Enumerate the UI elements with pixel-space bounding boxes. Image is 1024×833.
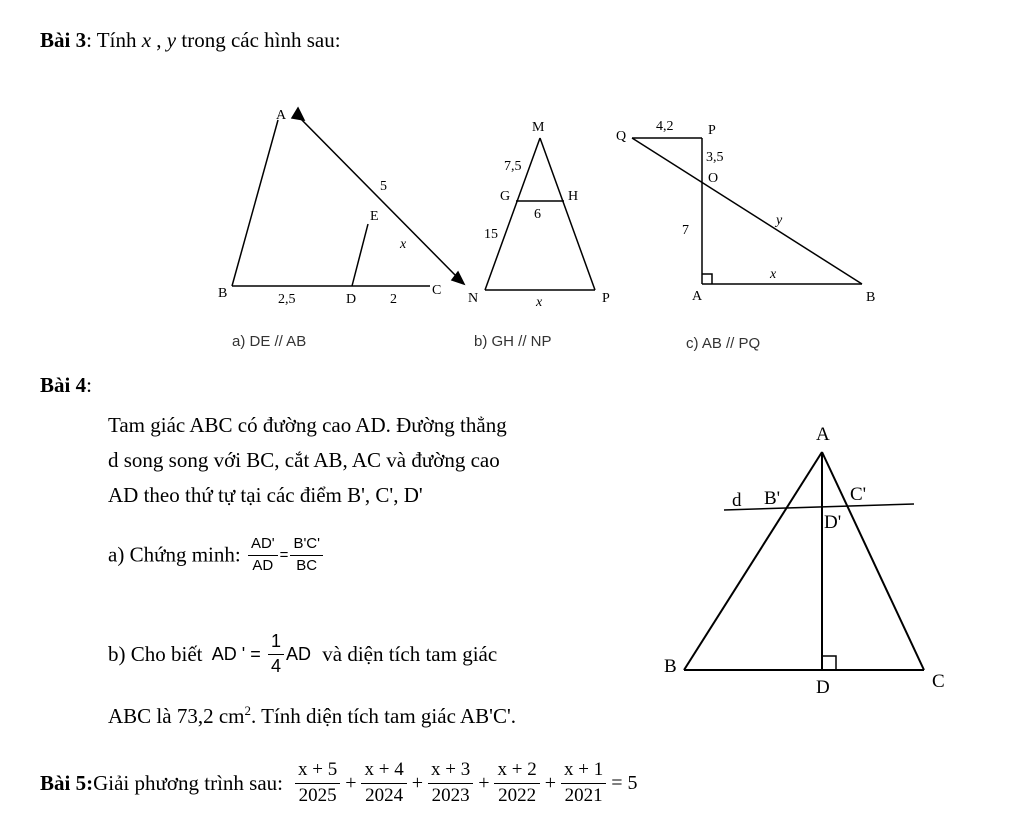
bai4-fig-label-C-prime: C' bbox=[850, 484, 867, 505]
plus-sign: + bbox=[411, 771, 423, 794]
fig-b-label-H: H bbox=[568, 189, 579, 204]
bai3-heading-line bbox=[40, 28, 341, 53]
fraction-numerator: x + 5 bbox=[295, 760, 340, 784]
fig-c-label-B: B bbox=[866, 290, 876, 305]
fig-a-label-C: C bbox=[432, 283, 442, 298]
fig-b-label-7-5: 7,5 bbox=[504, 159, 522, 174]
bai4-fig-label-d: d bbox=[732, 490, 742, 511]
fig-a-label-2-5: 2,5 bbox=[278, 292, 296, 307]
fig-a-label-D: D bbox=[346, 292, 357, 307]
fig-c-right-angle bbox=[702, 274, 712, 284]
fig-c-caption: c) AB // PQ bbox=[686, 335, 761, 352]
bai4-a-equals: = bbox=[279, 546, 289, 564]
fraction-denominator: BC bbox=[296, 556, 318, 574]
fig-b-label-P: P bbox=[602, 291, 610, 306]
bai5-title: Bài 5: bbox=[40, 770, 94, 795]
fraction-denominator: 2025 bbox=[298, 784, 337, 806]
plus-sign: + bbox=[544, 771, 556, 794]
bai3-var-x: x bbox=[141, 28, 152, 52]
bai4-area-sup: 2 bbox=[244, 703, 251, 718]
bai4-side-ac bbox=[822, 452, 924, 670]
fraction-denominator: 2021 bbox=[564, 784, 603, 806]
bai4-fig-label-D: D bbox=[816, 677, 830, 698]
fraction-numerator: 1 bbox=[268, 632, 284, 655]
bai4-figure-labels bbox=[664, 424, 945, 698]
bai5-rhs: = 5 bbox=[611, 771, 638, 794]
fraction-numerator: B'C' bbox=[290, 536, 323, 556]
bai5-fraction-2 bbox=[361, 760, 406, 807]
fraction-numerator: x + 4 bbox=[361, 760, 406, 784]
figure-b-labels bbox=[468, 120, 610, 350]
fraction-denominator: 2023 bbox=[431, 784, 470, 806]
fig-c-side-qb bbox=[632, 138, 862, 284]
fig-a-label-2: 2 bbox=[390, 292, 397, 307]
bai5-fraction-3 bbox=[428, 760, 473, 807]
bai4-b-rhs: AD bbox=[285, 643, 311, 664]
bai4-title: Bài 4 bbox=[40, 373, 87, 397]
fig-a-label-B: B bbox=[218, 286, 228, 301]
bai4-b-fraction bbox=[268, 632, 284, 677]
bai4-b-text: và diện tích tam giác bbox=[322, 641, 498, 666]
fraction-denominator: 2024 bbox=[365, 784, 404, 806]
bai3-text-pre: : Tính bbox=[86, 28, 142, 52]
bai3-text-post: trong các hình sau: bbox=[176, 28, 341, 52]
bai3-var-y: y bbox=[166, 28, 177, 52]
fig-b-side-mp bbox=[540, 138, 595, 290]
bai4-b-label: b) Cho biết bbox=[108, 641, 203, 666]
bai4-part-a bbox=[108, 536, 325, 574]
fig-a-label-E: E bbox=[370, 209, 379, 224]
fig-c-label-y: y bbox=[776, 213, 783, 228]
bai4-side-ab bbox=[684, 452, 822, 670]
bai5-fraction-4 bbox=[494, 760, 539, 807]
bai3-comma: , bbox=[151, 28, 167, 52]
bai4-right-angle bbox=[822, 656, 836, 670]
fig-c-label-A: A bbox=[692, 289, 703, 304]
fig-c-label-7: 7 bbox=[682, 223, 689, 238]
fig-b-label-G: G bbox=[500, 189, 511, 204]
fig-c-label-O: O bbox=[708, 171, 719, 186]
figure-a-labels bbox=[218, 108, 441, 350]
bai4-a-label: a) Chứng minh: bbox=[108, 542, 241, 567]
plus-sign: + bbox=[345, 771, 357, 794]
fig-b-label-N: N bbox=[468, 291, 479, 306]
plus-sign: + bbox=[478, 771, 490, 794]
fig-a-label-x: x bbox=[400, 237, 407, 252]
bai4-area-post: . Tính diện tích tam giác AB'C'. bbox=[251, 704, 516, 728]
fig-b-label-M: M bbox=[532, 120, 545, 135]
fraction-denominator: 2022 bbox=[498, 784, 537, 806]
fig-b-label-6: 6 bbox=[534, 207, 541, 222]
bai4-line-2: d song song với BC, cắt AB, AC và đường cao bbox=[108, 448, 500, 472]
fig-c-label-3-5: 3,5 bbox=[706, 150, 724, 165]
fig-a-segment-de bbox=[352, 224, 368, 286]
bai4-line-1: Tam giác ABC có đường cao AD. Đường thẳng bbox=[108, 413, 507, 437]
figure-c bbox=[632, 138, 862, 284]
fig-b-label-15: 15 bbox=[484, 227, 498, 242]
fraction-numerator: x + 1 bbox=[561, 760, 606, 784]
bai4-area-pre: ABC là 73,2 cm bbox=[108, 704, 245, 728]
bai5-text: Giải phương trình sau: bbox=[93, 770, 283, 795]
fig-a-label-A: A bbox=[276, 108, 287, 123]
bai5-line bbox=[40, 760, 640, 807]
fig-a-arrow-top bbox=[292, 108, 304, 120]
fig-b-label-x: x bbox=[536, 295, 543, 310]
figure-a bbox=[232, 108, 464, 286]
bai4-line-area bbox=[108, 703, 516, 729]
bai4-fig-label-B-prime: B' bbox=[764, 488, 781, 509]
bai5-fraction-5 bbox=[561, 760, 606, 807]
bai5-fraction-1 bbox=[295, 760, 340, 807]
bai3-title: Bài 3 bbox=[40, 28, 87, 52]
fraction-numerator: AD' bbox=[248, 536, 278, 556]
fig-a-caption: a) DE // AB bbox=[232, 333, 307, 350]
bai4-part-b bbox=[108, 632, 497, 677]
bai4-figure-lines bbox=[684, 452, 924, 670]
bai4-a-fraction-2 bbox=[290, 536, 323, 574]
fraction-numerator: x + 2 bbox=[494, 760, 539, 784]
fig-a-side-ac bbox=[296, 114, 460, 280]
bai4-b-lhs: AD ' = bbox=[211, 643, 261, 664]
fig-a-label-5: 5 bbox=[380, 179, 387, 194]
bai4-figure bbox=[640, 410, 960, 710]
fraction-denominator: 4 bbox=[270, 655, 281, 676]
bai3-figures bbox=[0, 100, 1024, 360]
figure-c-labels bbox=[616, 119, 875, 352]
fig-b-caption: b) GH // NP bbox=[474, 333, 552, 350]
bai4-fig-label-C: C bbox=[932, 671, 945, 692]
bai4-a-fraction-1 bbox=[248, 536, 278, 574]
bai4-line-3: AD theo thứ tự tại các điểm B', C', D' bbox=[108, 483, 423, 507]
bai4-line-d bbox=[724, 504, 914, 510]
bai4-colon: : bbox=[86, 373, 92, 397]
fig-c-label-P: P bbox=[708, 123, 716, 138]
fig-c-label-4-2: 4,2 bbox=[656, 119, 674, 134]
fraction-numerator: x + 3 bbox=[428, 760, 473, 784]
bai4-fig-label-B: B bbox=[664, 656, 677, 677]
fraction-denominator: AD bbox=[252, 556, 274, 574]
bai4-heading bbox=[40, 373, 92, 398]
fig-c-label-x: x bbox=[770, 267, 777, 282]
bai4-fig-label-D-prime: D' bbox=[824, 512, 842, 533]
fig-c-label-Q: Q bbox=[616, 129, 627, 144]
bai4-fig-label-A: A bbox=[816, 424, 830, 445]
fig-a-side-ab bbox=[232, 120, 278, 286]
